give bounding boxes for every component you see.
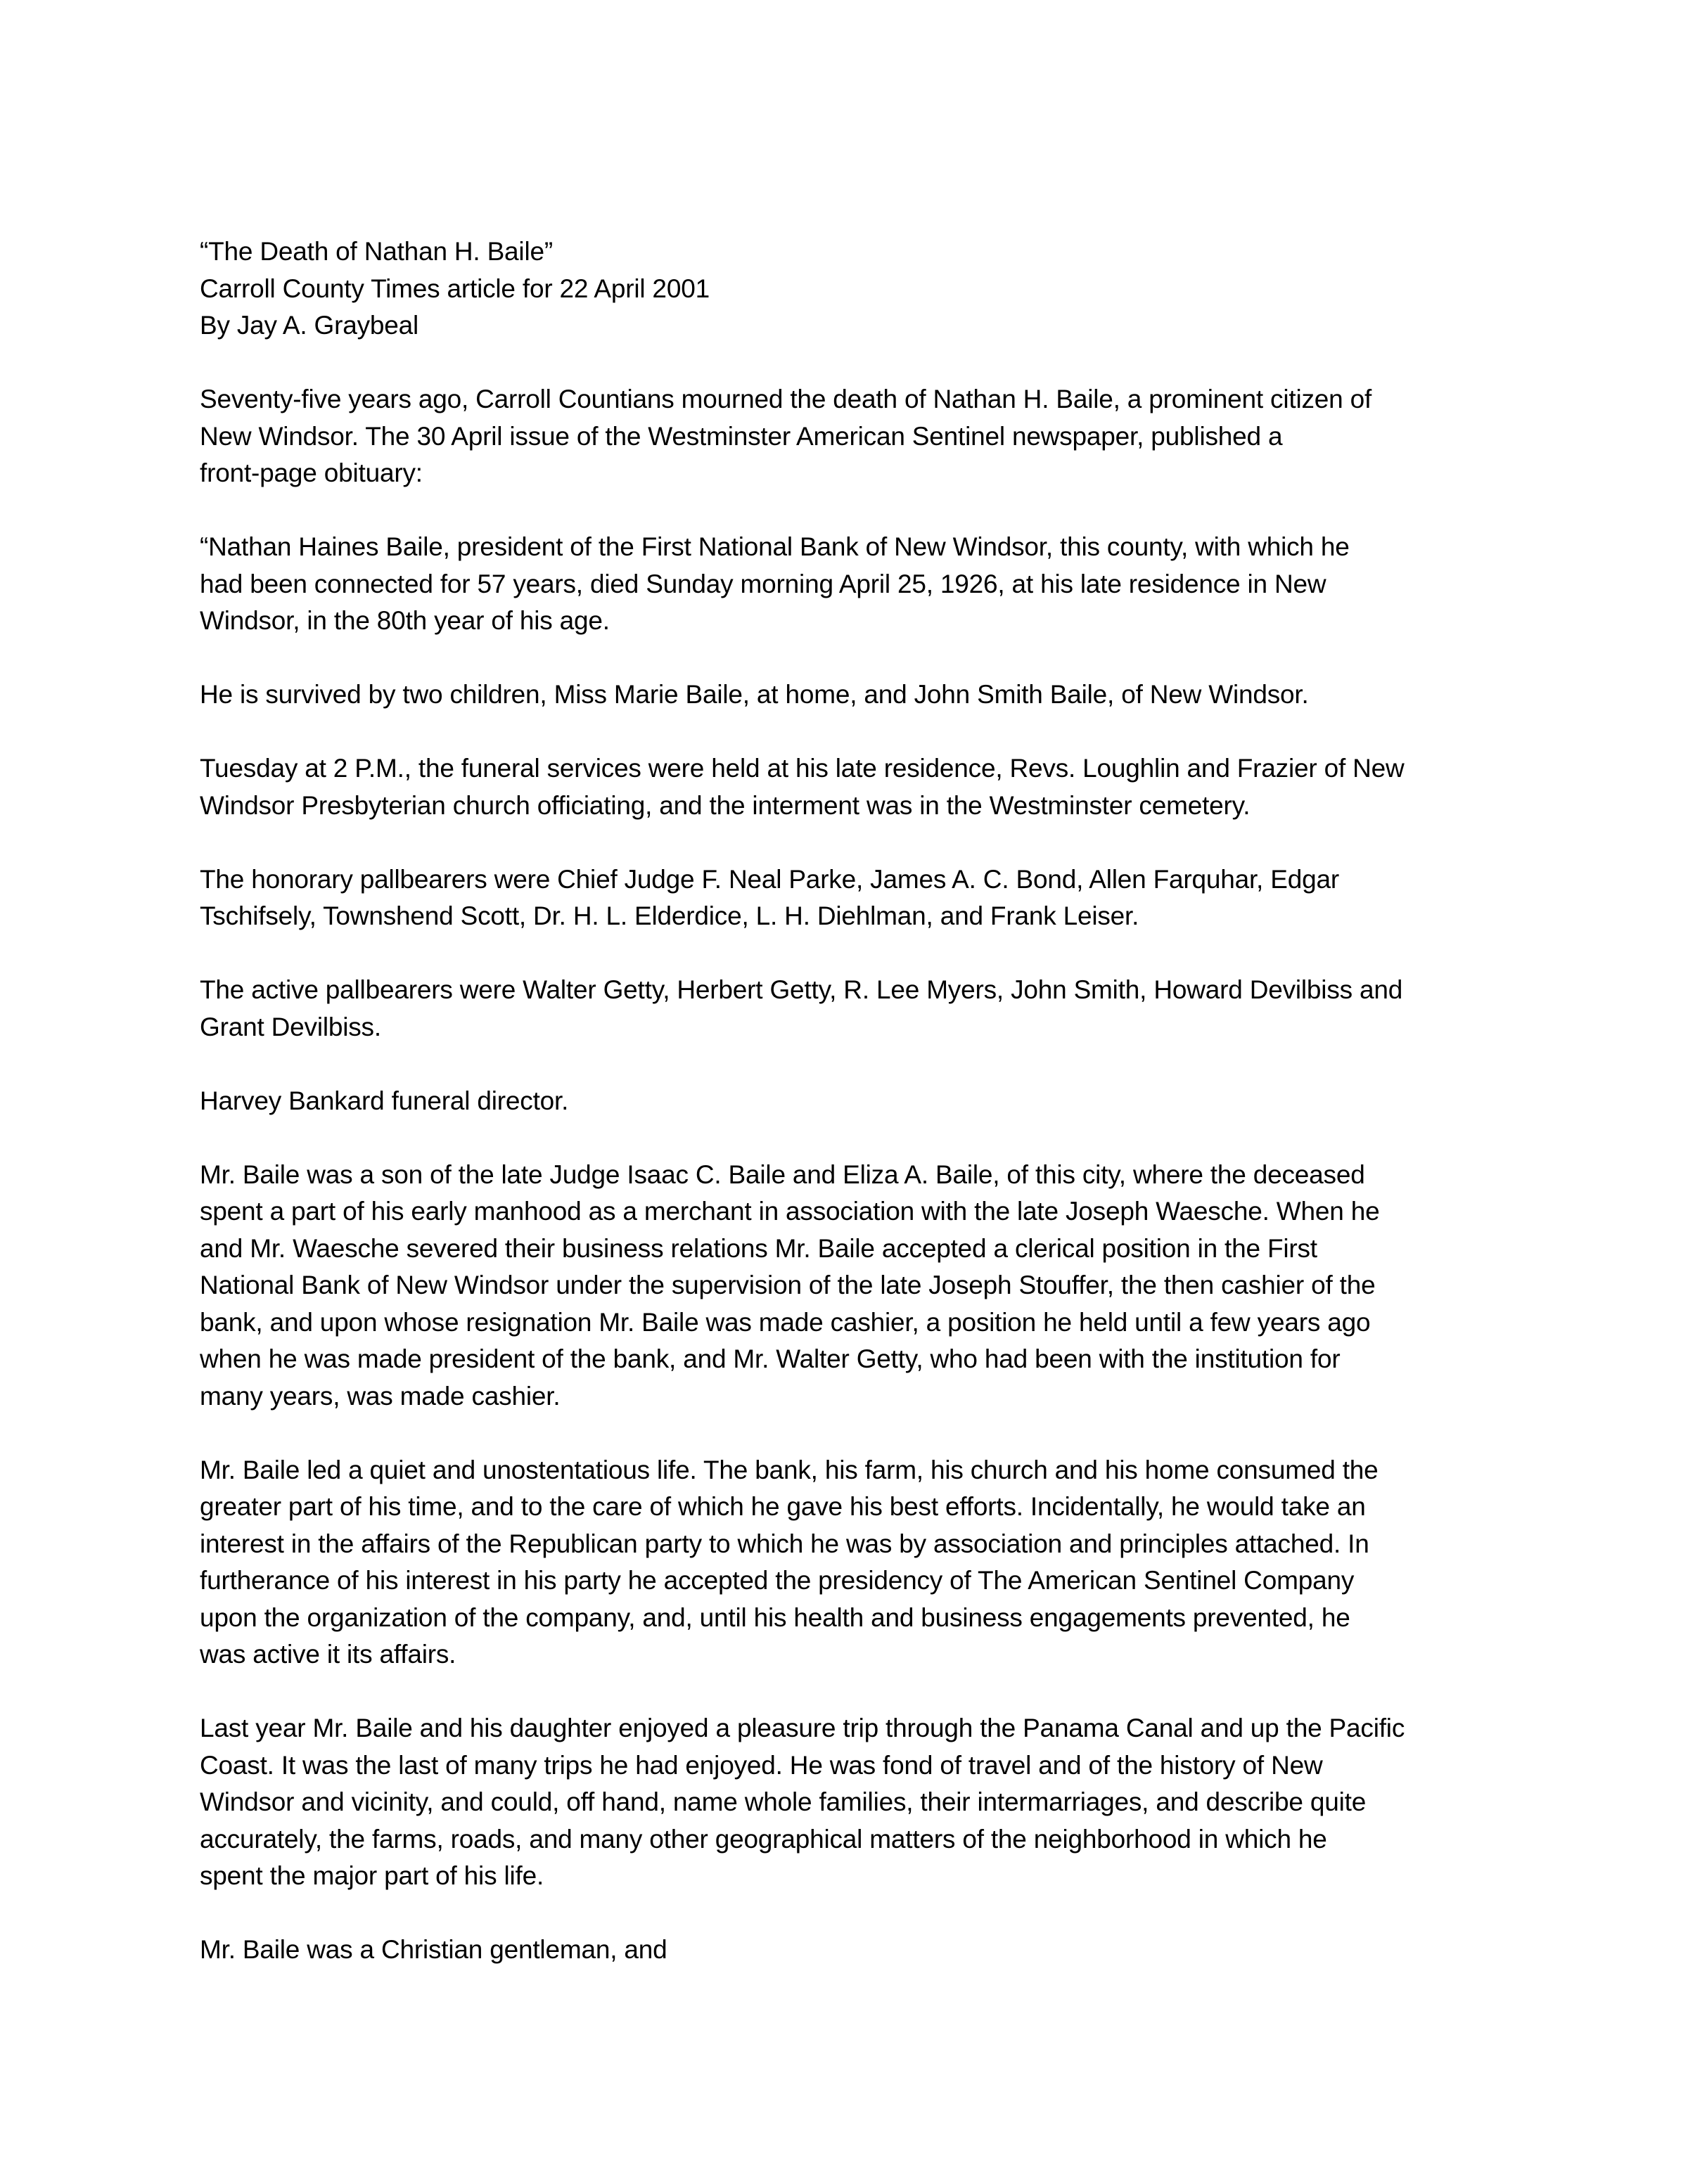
paragraph bbox=[200, 1932, 1522, 1969]
text-line: furtherance of his interest in his party he accepted the presidency of The American Sentinel Company bbox=[200, 1566, 1355, 1595]
text-line: greater part of his time, and to the care of which he gave his best efforts. Incidentally, he would take an bbox=[200, 1492, 1366, 1521]
text-line: Harvey Bankard funeral director. bbox=[200, 1086, 569, 1115]
text-line: spent a part of his early manhood as a merchant in association with the late Joseph Waesche. When he bbox=[200, 1197, 1380, 1226]
text-line: “Nathan Haines Baile, president of the First National Bank of New Windsor, this county, with which he bbox=[200, 532, 1350, 561]
text-line: and Mr. Waesche severed their business relations Mr. Baile accepted a clerical position in the First bbox=[200, 1233, 1317, 1263]
text-line: accurately, the farms, roads, and many other geographical matters of the neighborhood in which he bbox=[200, 1824, 1327, 1854]
paragraph bbox=[200, 1452, 1522, 1674]
text-line: Tuesday at 2 P.M., the funeral services were held at his late residence, Revs. Loughlin and Frazier of New bbox=[200, 754, 1405, 783]
paragraph bbox=[200, 381, 1522, 492]
text-line: many years, was made cashier. bbox=[200, 1381, 561, 1411]
publication-line: Carroll County Times article for 22 April 2001 bbox=[200, 274, 710, 303]
paragraph bbox=[200, 676, 1522, 714]
article-title: “The Death of Nathan H. Baile” bbox=[200, 237, 553, 266]
text-line: Mr. Baile was a Christian gentleman, and bbox=[200, 1935, 667, 1964]
paragraph bbox=[200, 1710, 1522, 1895]
text-line: Mr. Baile led a quiet and unostentatious life. The bank, his farm, his church and his home consumed the bbox=[200, 1455, 1379, 1484]
paragraph bbox=[200, 1157, 1522, 1415]
paragraph bbox=[200, 972, 1522, 1046]
text-line: Windsor, in the 80th year of his age. bbox=[200, 606, 610, 635]
paragraph bbox=[200, 529, 1522, 640]
article-header bbox=[200, 233, 1522, 345]
text-line: New Windsor. The 30 April issue of the Westminster American Sentinel newspaper, published a bbox=[200, 421, 1283, 451]
text-line: when he was made president of the bank, and Mr. Walter Getty, who had been with the institution for bbox=[200, 1344, 1341, 1373]
text-line: Grant Devilbiss. bbox=[200, 1012, 381, 1041]
text-line: front-page obituary: bbox=[200, 458, 423, 487]
text-line: upon the organization of the company, and, until his health and business engagements prevented, he bbox=[200, 1602, 1350, 1632]
text-line: The honorary pallbearers were Chief Judge F. Neal Parke, James A. C. Bond, Allen Farquhar, Edgar bbox=[200, 864, 1339, 894]
text-line: Coast. It was the last of many trips he had enjoyed. He was fond of travel and of the history of New bbox=[200, 1750, 1323, 1780]
text-line: had been connected for 57 years, died Sunday morning April 25, 1926, at his late residence in New bbox=[200, 569, 1326, 598]
paragraph-list bbox=[200, 381, 1522, 1969]
paragraph bbox=[200, 1083, 1522, 1120]
text-line: spent the major part of his life. bbox=[200, 1861, 544, 1890]
text-line: Windsor and vicinity, and could, off hand, name whole families, their intermarriages, and describe quite bbox=[200, 1787, 1367, 1816]
text-line: The active pallbearers were Walter Getty, Herbert Getty, R. Lee Myers, John Smith, Howard Devilbiss and bbox=[200, 975, 1403, 1004]
text-line: Seventy-five years ago, Carroll Countians mourned the death of Nathan H. Baile, a prominent citizen of bbox=[200, 385, 1372, 413]
text-line: National Bank of New Windsor under the supervision of the late Joseph Stouffer, the then cashier of the bbox=[200, 1271, 1376, 1299]
text-line: Mr. Baile was a son of the late Judge Isaac C. Baile and Eliza A. Baile, of this city, where the deceased bbox=[200, 1160, 1365, 1189]
paragraph bbox=[200, 750, 1522, 824]
text-line: He is survived by two children, Miss Marie Baile, at home, and John Smith Baile, of New Windsor. bbox=[200, 680, 1309, 709]
text-line: was active it its affairs. bbox=[200, 1640, 456, 1669]
text-line: interest in the affairs of the Republican party to which he was by association and principles attached. In bbox=[200, 1529, 1369, 1558]
text-line: Tschifsely, Townshend Scott, Dr. H. L. Elderdice, L. H. Diehlman, and Frank Leiser. bbox=[200, 901, 1139, 930]
text-line: bank, and upon whose resignation Mr. Baile was made cashier, a position he held until a few years ago bbox=[200, 1307, 1371, 1337]
byline: By Jay A. Graybeal bbox=[200, 311, 419, 340]
text-line: Windsor Presbyterian church officiating, and the interment was in the Westminster cemetery. bbox=[200, 790, 1251, 820]
article-body bbox=[200, 233, 1522, 2005]
text-line: Last year Mr. Baile and his daughter enjoyed a pleasure trip through the Panama Canal and up the Pacific bbox=[200, 1714, 1405, 1742]
paragraph bbox=[200, 861, 1522, 935]
